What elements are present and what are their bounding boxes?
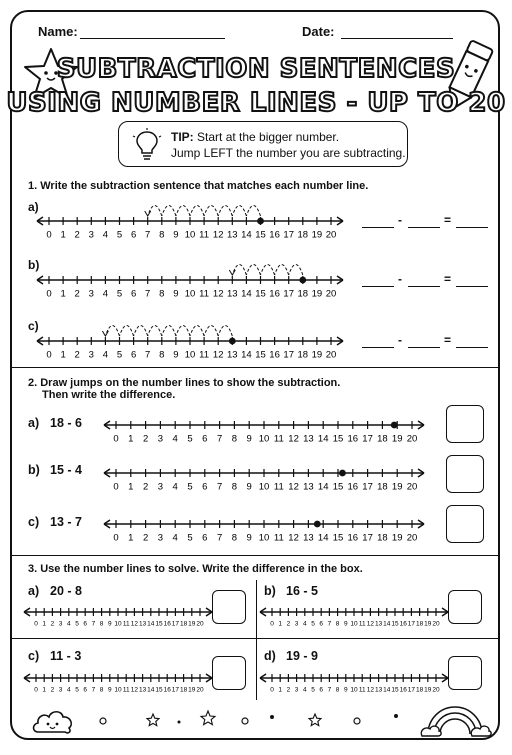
- tick-label: 16: [399, 620, 407, 628]
- circle-doodle-icon: [98, 716, 108, 726]
- tick-label: 0: [34, 620, 38, 628]
- tick-label: 4: [102, 288, 109, 300]
- tick-label: 10: [258, 481, 270, 493]
- tick-label: 9: [246, 433, 252, 445]
- tick-label: 3: [88, 229, 94, 241]
- tick-label: 14: [383, 620, 391, 628]
- tick-label: 15: [155, 620, 163, 628]
- tick-label: 13: [138, 686, 147, 694]
- tick-label: 7: [216, 433, 223, 445]
- s2-item-c-label: c): [28, 515, 40, 529]
- tick-label: 15: [332, 433, 344, 445]
- tick-label: 8: [159, 229, 165, 241]
- s3-item-b-label: b): [264, 584, 276, 598]
- tick-label: 11: [273, 481, 284, 493]
- tick-label: 8: [231, 532, 238, 544]
- tick-label: 12: [366, 686, 375, 694]
- tick-label: 17: [362, 433, 373, 445]
- tick-label: 16: [347, 481, 359, 493]
- tick-label: 2: [74, 288, 80, 300]
- tick-label: 17: [283, 229, 294, 241]
- name-label: Name:: [38, 24, 78, 39]
- tick-label: 11: [273, 433, 284, 445]
- tick-label: 11: [358, 686, 366, 694]
- tick-label: 0: [113, 532, 119, 544]
- section-1-instruction: 1. Write the subtraction sentence that matches each number line.: [28, 180, 369, 192]
- tick-label: 19: [424, 686, 432, 694]
- tick-label: 3: [157, 481, 164, 493]
- tick-label: 5: [187, 532, 193, 544]
- tick-label: 7: [145, 288, 151, 300]
- s2-item-a-problem: 18 - 6: [50, 416, 82, 430]
- answer-box-s3-b[interactable]: [448, 590, 482, 624]
- tip-line-2: Jump LEFT the number you are subtracting.: [171, 146, 406, 160]
- tick-label: 9: [107, 686, 112, 694]
- tick-label: 6: [202, 481, 208, 493]
- tick-label: 6: [130, 288, 137, 300]
- tick-label: 12: [130, 620, 139, 628]
- tick-label: 1: [128, 481, 134, 493]
- tick-label: 13: [303, 433, 314, 445]
- tick-label: 3: [294, 620, 299, 628]
- tick-label: 19: [311, 229, 323, 241]
- tick-label: 13: [374, 620, 383, 628]
- tick-label: 12: [212, 349, 224, 361]
- tick-label: 18: [297, 229, 309, 241]
- tick-label: 5: [75, 620, 79, 628]
- tick-label: 1: [128, 532, 134, 544]
- tick-label: 13: [303, 481, 314, 493]
- star-doodle-icon: [308, 713, 322, 727]
- equals-sign: =: [444, 272, 452, 286]
- tick-label: 0: [270, 620, 274, 628]
- tick-label: 12: [288, 433, 299, 445]
- tick-label: 18: [179, 620, 188, 628]
- tick-label: 4: [66, 686, 71, 694]
- tick-label: 16: [399, 686, 407, 694]
- tick-label: 7: [91, 620, 96, 628]
- tick-label: 4: [172, 481, 178, 493]
- tick-label: 11: [122, 686, 130, 694]
- tick-label: 8: [231, 481, 238, 493]
- tick-label: 15: [391, 620, 399, 628]
- equals-sign: =: [444, 333, 452, 347]
- tick-label: 19: [391, 481, 403, 493]
- tick-label: 13: [227, 349, 238, 361]
- tick-label: 14: [241, 288, 252, 300]
- tick-label: 8: [99, 620, 104, 628]
- tick-label: 0: [46, 288, 52, 300]
- tick-label: 6: [130, 349, 137, 361]
- tick-label: 7: [145, 229, 151, 241]
- tick-label: 9: [173, 229, 179, 241]
- tick-label: 7: [145, 349, 151, 361]
- tick-label: 10: [350, 686, 358, 694]
- tick-label: 16: [269, 229, 280, 241]
- tick-label: 0: [34, 686, 38, 694]
- title-line-1: SUBTRACTION SENTENCES: [56, 54, 456, 84]
- tick-label: 16: [163, 686, 171, 694]
- tick-label: 5: [187, 433, 193, 445]
- tick-label: 12: [288, 481, 299, 493]
- tick-label: 1: [60, 229, 66, 241]
- tick-label: 5: [116, 288, 123, 300]
- equals-sign: =: [444, 213, 452, 227]
- tick-label: 16: [269, 288, 280, 300]
- s2-item-a-label: a): [28, 416, 40, 430]
- tick-label: 3: [88, 288, 94, 300]
- tick-label: 10: [184, 288, 196, 300]
- tick-label: 13: [227, 288, 238, 300]
- tick-label: 10: [184, 229, 196, 241]
- tick-label: 11: [358, 620, 366, 628]
- rainbow-icon: [420, 700, 490, 738]
- tick-label: 9: [246, 532, 252, 544]
- tick-label: 3: [294, 686, 299, 694]
- tick-label: 4: [302, 686, 307, 694]
- tick-label: 20: [406, 481, 418, 493]
- s1-item-c-label: c): [28, 319, 39, 333]
- tick-label: 1: [128, 433, 134, 445]
- tick-label: 14: [147, 686, 155, 694]
- tick-label: 18: [297, 288, 309, 300]
- tick-label: 7: [327, 686, 332, 694]
- tick-label: 2: [74, 349, 80, 361]
- tick-label: 18: [297, 349, 309, 361]
- tick-label: 10: [258, 532, 270, 544]
- tick-label: 3: [58, 620, 63, 628]
- tick-label: 15: [155, 686, 163, 694]
- tick-label: 20: [325, 229, 337, 241]
- tick-label: 3: [157, 532, 164, 544]
- tick-label: 7: [91, 686, 96, 694]
- tick-label: 14: [317, 532, 329, 544]
- tick-label: 17: [171, 686, 180, 694]
- tick-label: 9: [343, 620, 348, 628]
- tick-label: 15: [255, 349, 266, 361]
- tick-label: 17: [407, 620, 416, 628]
- s3-item-a-label: a): [28, 584, 40, 598]
- tick-label: 20: [432, 686, 440, 694]
- tick-label: 8: [335, 620, 340, 628]
- tick-label: 2: [142, 433, 149, 445]
- tick-label: 0: [270, 686, 274, 694]
- tick-label: 7: [216, 532, 223, 544]
- section-2-instruction-line-1: 2. Draw jumps on the number lines to show the subtraction.: [28, 377, 341, 389]
- tick-label: 10: [184, 349, 196, 361]
- tick-label: 13: [227, 229, 238, 241]
- tick-label: 2: [74, 229, 80, 241]
- minus-sign: -: [398, 213, 402, 227]
- tip-line-1: Start at the bigger number.: [197, 130, 340, 144]
- tick-label: 14: [147, 620, 155, 628]
- tick-label: 2: [286, 686, 291, 694]
- tick-label: 19: [188, 620, 196, 628]
- section-3-instruction: 3. Use the number lines to solve. Write the difference in the box.: [28, 563, 363, 575]
- tick-label: 16: [163, 620, 171, 628]
- tick-label: 19: [424, 620, 432, 628]
- tick-label: 17: [283, 349, 294, 361]
- tick-label: 11: [199, 288, 210, 300]
- star-doodle-icon: [146, 713, 160, 727]
- tick-label: 7: [216, 481, 223, 493]
- tick-label: 18: [415, 686, 424, 694]
- tick-label: 10: [350, 620, 358, 628]
- tick-label: 8: [99, 686, 104, 694]
- tick-label: 14: [241, 349, 252, 361]
- tick-label: 7: [327, 620, 332, 628]
- tick-label: 3: [58, 686, 63, 694]
- tick-label: 8: [335, 686, 340, 694]
- tick-label: 1: [42, 620, 47, 628]
- circle-doodle-icon: [352, 716, 362, 726]
- tick-label: 15: [332, 532, 344, 544]
- s2-item-b-label: b): [28, 463, 40, 477]
- s3-item-d-label: d): [264, 649, 276, 663]
- tick-label: 2: [50, 686, 55, 694]
- tick-label: 0: [46, 229, 52, 241]
- tick-label: 5: [75, 686, 79, 694]
- tick-label: 6: [202, 433, 208, 445]
- tick-label: 2: [50, 620, 55, 628]
- tick-label: 15: [255, 288, 266, 300]
- tick-label: 6: [83, 620, 88, 628]
- minus-sign: -: [398, 333, 402, 347]
- tick-label: 13: [138, 620, 147, 628]
- tick-label: 15: [332, 481, 344, 493]
- tick-label: 19: [188, 686, 196, 694]
- tick-label: 0: [113, 481, 119, 493]
- tick-label: 4: [172, 532, 178, 544]
- tick-label: 18: [179, 686, 188, 694]
- tick-label: 6: [202, 532, 208, 544]
- tick-label: 0: [113, 433, 119, 445]
- minus-sign: -: [398, 272, 402, 286]
- tick-label: 11: [199, 229, 210, 241]
- tick-label: 14: [241, 229, 252, 241]
- tick-label: 14: [383, 686, 391, 694]
- s3-item-a-problem: 20 - 8: [50, 584, 82, 598]
- tick-label: 1: [278, 620, 283, 628]
- tick-label: 16: [269, 349, 280, 361]
- tick-label: 20: [196, 686, 204, 694]
- tick-label: 2: [142, 481, 149, 493]
- tick-label: 9: [173, 349, 179, 361]
- tick-label: 18: [377, 433, 388, 445]
- tick-label: 20: [406, 532, 418, 544]
- section-2-instruction-line-2: Then write the difference.: [42, 389, 176, 401]
- tick-label: 10: [114, 686, 122, 694]
- tick-label: 6: [319, 620, 324, 628]
- tick-label: 17: [171, 620, 180, 628]
- tick-label: 1: [278, 686, 283, 694]
- tick-label: 5: [311, 686, 315, 694]
- tick-label: 20: [196, 620, 204, 628]
- tick-label: 20: [325, 288, 337, 300]
- tick-label: 17: [362, 532, 373, 544]
- s2-item-b-problem: 15 - 4: [50, 463, 82, 477]
- dot-doodle-icon: [268, 713, 276, 721]
- dot-doodle-icon: [176, 719, 182, 725]
- tick-label: 1: [60, 288, 66, 300]
- s3-item-d-problem: 19 - 9: [286, 649, 318, 663]
- s3-item-b-problem: 16 - 5: [286, 584, 318, 598]
- tick-label: 17: [283, 288, 294, 300]
- tick-label: 1: [42, 686, 47, 694]
- tick-label: 4: [66, 620, 71, 628]
- tick-label: 16: [347, 433, 359, 445]
- tick-label: 5: [311, 620, 315, 628]
- tick-label: 12: [288, 532, 299, 544]
- cloud-mascot-icon: [30, 706, 76, 736]
- tick-label: 15: [255, 229, 266, 241]
- tick-label: 19: [391, 433, 403, 445]
- tip-heading: TIP:: [171, 130, 194, 144]
- tick-label: 8: [159, 349, 165, 361]
- tick-label: 3: [88, 349, 94, 361]
- tick-label: 6: [83, 686, 88, 694]
- tick-label: 6: [319, 686, 324, 694]
- answer-box-s3-c[interactable]: [212, 656, 246, 690]
- tick-label: 18: [377, 481, 388, 493]
- tick-label: 8: [159, 288, 165, 300]
- star-doodle-icon: [200, 710, 216, 726]
- answer-box-s3-a[interactable]: [212, 590, 246, 624]
- tick-label: 20: [406, 433, 418, 445]
- tick-label: 4: [102, 349, 109, 361]
- tick-label: 18: [377, 532, 388, 544]
- tick-label: 13: [374, 686, 383, 694]
- tick-label: 3: [157, 433, 164, 445]
- tick-label: 8: [231, 433, 238, 445]
- answer-box-s3-d[interactable]: [448, 656, 482, 690]
- s1-item-a-label: a): [28, 200, 39, 214]
- tick-label: 9: [343, 686, 348, 694]
- tick-label: 9: [246, 481, 252, 493]
- tick-label: 13: [303, 532, 314, 544]
- tick-label: 4: [302, 620, 307, 628]
- date-label: Date:: [302, 24, 335, 39]
- tick-label: 1: [60, 349, 66, 361]
- tick-label: 12: [366, 620, 375, 628]
- s1-item-b-label: b): [28, 258, 40, 272]
- tick-label: 17: [362, 481, 373, 493]
- tick-label: 20: [325, 349, 337, 361]
- title-line-2: USING NUMBER LINES - UP TO 20: [6, 88, 506, 118]
- tick-label: 18: [415, 620, 424, 628]
- tick-label: 10: [114, 620, 122, 628]
- tick-label: 11: [273, 532, 284, 544]
- tick-label: 11: [199, 349, 210, 361]
- s3-item-c-problem: 11 - 3: [50, 649, 82, 663]
- s3-item-c-label: c): [28, 649, 40, 663]
- tick-label: 19: [391, 532, 403, 544]
- tick-label: 19: [311, 288, 323, 300]
- tick-label: 9: [173, 288, 179, 300]
- tick-label: 2: [142, 532, 149, 544]
- tick-label: 12: [212, 288, 224, 300]
- tick-label: 14: [317, 433, 329, 445]
- tick-label: 12: [130, 686, 139, 694]
- tick-label: 14: [317, 481, 329, 493]
- tick-label: 11: [122, 620, 130, 628]
- tick-label: 19: [311, 349, 323, 361]
- tick-label: 4: [102, 229, 109, 241]
- tick-label: 4: [172, 433, 178, 445]
- tick-label: 9: [107, 620, 112, 628]
- tick-label: 2: [286, 620, 291, 628]
- dot-doodle-icon: [392, 712, 400, 720]
- tick-label: 5: [116, 229, 123, 241]
- tick-label: 10: [258, 433, 270, 445]
- tick-label: 5: [116, 349, 123, 361]
- circle-doodle-icon: [240, 716, 250, 726]
- tick-label: 20: [432, 620, 440, 628]
- tick-label: 12: [212, 229, 224, 241]
- tick-label: 0: [46, 349, 52, 361]
- tick-label: 6: [130, 229, 137, 241]
- tick-label: 5: [187, 481, 193, 493]
- s2-item-c-problem: 13 - 7: [50, 515, 82, 529]
- tick-label: 17: [407, 686, 416, 694]
- tick-label: 16: [347, 532, 359, 544]
- tick-label: 15: [391, 686, 399, 694]
